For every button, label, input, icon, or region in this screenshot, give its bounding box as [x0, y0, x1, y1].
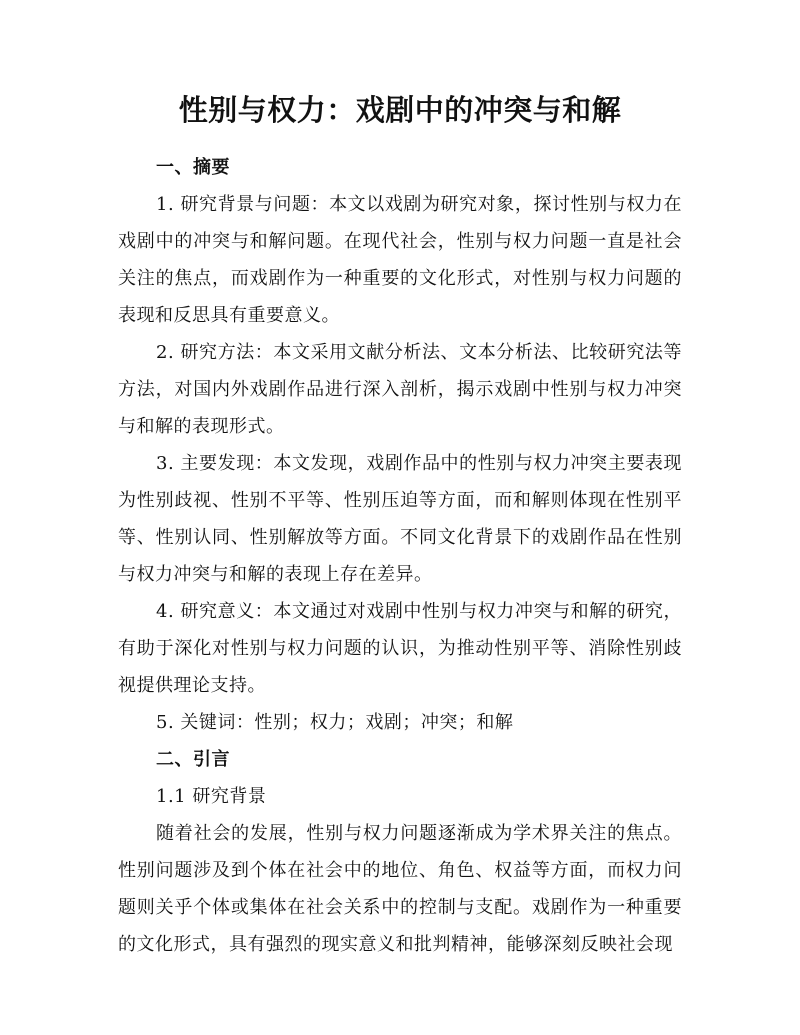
intro-paragraph: 随着社会的发展，性别与权力问题逐渐成为学术界关注的焦点。性别问题涉及到个体在社会中的地位、角色、权益等方面，而权力问题则关乎个体或集体在社会关系中的控制与支配。戏剧作为一种重要的文化形式，具有强烈的现实意义和批判精神，能够深刻反映社会现 [118, 823, 682, 955]
intro-heading: 二、引言 [156, 749, 230, 770]
document-title: 性别与权力：戏剧中的冲突与和解 [178, 93, 622, 127]
abstract-item-background: 1. 研究背景与问题：本文以戏剧为研究对象，探讨性别与权力在戏剧中的冲突与和解问题。在现代社会，性别与权力问题一直是社会关注的焦点，而戏剧作为一种重要的文化形式，对性别与权力问题的表现和反思具有重要意义。 [118, 194, 682, 326]
abstract-item-method: 2. 研究方法：本文采用文献分析法、文本分析法、比较研究法等方法，对国内外戏剧作品进行深入剖析，揭示戏剧中性别与权力冲突与和解的表现形式。 [118, 342, 682, 437]
abstract-item-findings: 3. 主要发现：本文发现，戏剧作品中的性别与权力冲突主要表现为性别歧视、性别不平等、性别压迫等方面，而和解则体现在性别平等、性别认同、性别解放等方面。不同文化背景下的戏剧作品在性别与权力冲突与和解的表现上存在差异。 [118, 453, 682, 585]
abstract-item-keywords: 5. 关键词：性别；权力；戏剧；冲突；和解 [156, 712, 514, 733]
abstract-item-significance: 4. 研究意义：本文通过对戏剧中性别与权力冲突与和解的研究，有助于深化对性别与权力问题的认识，为推动性别平等、消除性别歧视提供理论支持。 [118, 601, 682, 696]
abstract-heading: 一、摘要 [156, 157, 230, 178]
intro-sub-heading: 1.1 研究背景 [156, 786, 267, 807]
